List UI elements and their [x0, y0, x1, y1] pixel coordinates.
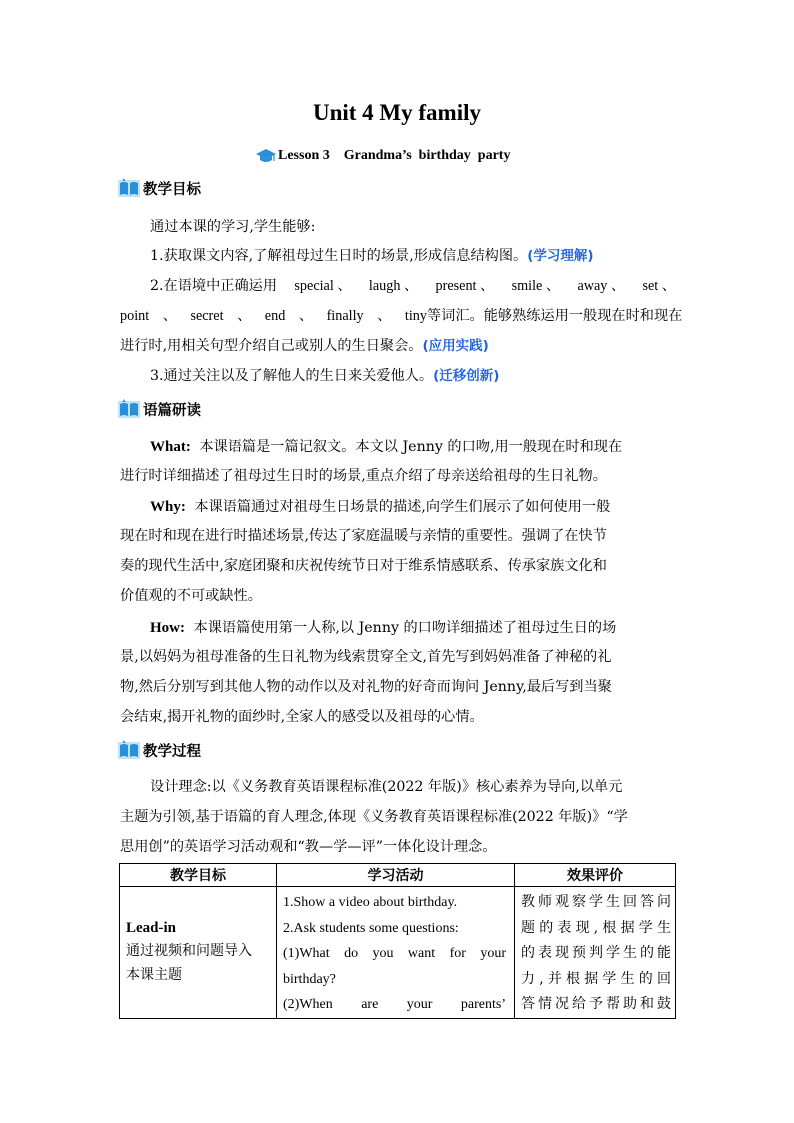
process-heading-text: 教学过程 — [143, 743, 201, 760]
reading-heading — [118, 398, 201, 420]
evaluation-line: 的表现预判学生的能 — [521, 945, 671, 961]
objective-2-line2: point 、 secret 、 end 、 finally 、 tiny 等词汇。能够熟练运用一般现在时和现在 — [120, 308, 683, 324]
objective-3: 3.通过关注以及了解他人的生日来关爱他人。(迁移创新) — [150, 368, 500, 384]
evaluation-line: 答情况给予帮助和鼓 — [521, 996, 671, 1012]
objectives-intro: 通过本课的学习,学生能够: — [150, 219, 316, 235]
why-line-4: 价值观的不可或缺性。 — [120, 588, 262, 604]
goal-text-1: 通过视频和问题导入 — [126, 943, 252, 959]
how-line-1: How: 本课语篇使用第一人称,以 Jenny 的口吻详细描述了祖母过生日的场 — [150, 620, 617, 636]
why-label: Why: — [150, 499, 186, 515]
header-evaluation: 效果评价 — [515, 864, 676, 887]
graduation-cap-icon — [256, 147, 276, 165]
unit-title: Unit 4 My family — [312, 100, 481, 125]
table-header-row — [120, 864, 676, 887]
activity-line: birthday? — [283, 971, 336, 987]
why-line-1: Why: 本课语篇通过对祖母生日场景的描述,向学生们展示了如何使用一般 — [150, 499, 611, 515]
goal-text-2: 本课主题 — [126, 967, 182, 983]
reading-heading-text: 语篇研读 — [143, 402, 201, 419]
table-row — [120, 887, 676, 1019]
lead-in-title: Lead-in — [126, 920, 177, 936]
header-activity: 学习活动 — [277, 864, 515, 887]
process-heading — [118, 739, 201, 761]
tag-learning: (学习理解) — [527, 248, 594, 264]
activity-line: (1)What do you want for your — [283, 946, 506, 961]
activity-cell — [277, 887, 515, 1019]
what-line-2: 进行时详细描述了祖母过生日时的场景,重点介绍了母亲送给祖母的生日礼物。 — [120, 468, 607, 484]
evaluation-line: 教师观察学生回答问 — [521, 894, 671, 910]
objectives-heading-text: 教学目标 — [143, 181, 201, 198]
design-line-2: 主题为引领,基于语篇的育人理念,体现《义务教育英语课程标准(2022 年版)》“学 — [120, 809, 628, 825]
open-book-icon — [118, 740, 140, 760]
evaluation-cell — [515, 887, 676, 1019]
activity-line: 2.Ask students some questions: — [283, 920, 459, 936]
open-book-icon — [118, 399, 140, 419]
goal-cell — [120, 887, 277, 1019]
activity-line: 1.Show a video about birthday. — [283, 895, 458, 910]
how-line-2: 景,以妈妈为祖母准备的生日礼物为线索贯穿全文,首先写到妈妈准备了神秘的礼 — [120, 649, 612, 665]
lesson-title: Grandma’s birthday party — [343, 148, 511, 163]
activity-line: (2)When are your parents’ — [283, 997, 506, 1012]
tag-transfer: (迁移创新) — [433, 368, 500, 384]
open-book-icon — [118, 178, 140, 198]
what-label: What: — [150, 439, 191, 455]
what-line-1: What: 本课语篇是一篇记叙文。本文以 Jenny 的口吻,用一般现在时和现在 — [150, 439, 623, 455]
how-line-4: 会结束,揭开礼物的面纱时,全家人的感受以及祖母的心情。 — [120, 709, 484, 725]
why-line-3: 奏的现代生活中,家庭团聚和庆祝传统节日对于维系情感联系、传承家族文化和 — [120, 558, 607, 574]
design-line-3: 思用创”的英语学习活动观和“教—学—评”一体化设计理念。 — [120, 839, 497, 855]
teaching-plan-table — [119, 863, 676, 1019]
lesson-heading — [256, 145, 510, 167]
tag-application: (应用实践) — [422, 338, 489, 354]
objectives-heading — [118, 177, 201, 199]
objective-1: 1.获取课文内容,了解祖母过生日时的场景,形成信息结构图。(学习理解) — [150, 248, 594, 264]
how-label: How: — [150, 620, 185, 636]
header-goal: 教学目标 — [120, 864, 277, 887]
why-line-2: 现在时和现在进行时描述场景,传达了家庭温暖与亲情的重要性。强调了在快节 — [120, 528, 607, 544]
lesson-label: Lesson 3 — [278, 148, 330, 163]
how-line-3: 物,然后分别写到其他人物的动作以及对礼物的好奇而询问 Jenny,最后写到当聚 — [120, 679, 612, 695]
evaluation-line: 力,并根据学生的回 — [521, 970, 671, 987]
evaluation-line: 题的表现,根据学生 — [521, 919, 671, 936]
design-line-1: 设计理念:以《义务教育英语课程标准(2022 年版)》核心素养为导向,以单元 — [150, 779, 623, 795]
objective-2-line1: 2.在语境中正确运用 special 、 laugh 、 present 、 smile 、 away 、 set 、 — [150, 278, 676, 294]
objective-2-line3: 进行时,用相关句型介绍自己或别人的生日聚会。(应用实践) — [120, 338, 489, 354]
